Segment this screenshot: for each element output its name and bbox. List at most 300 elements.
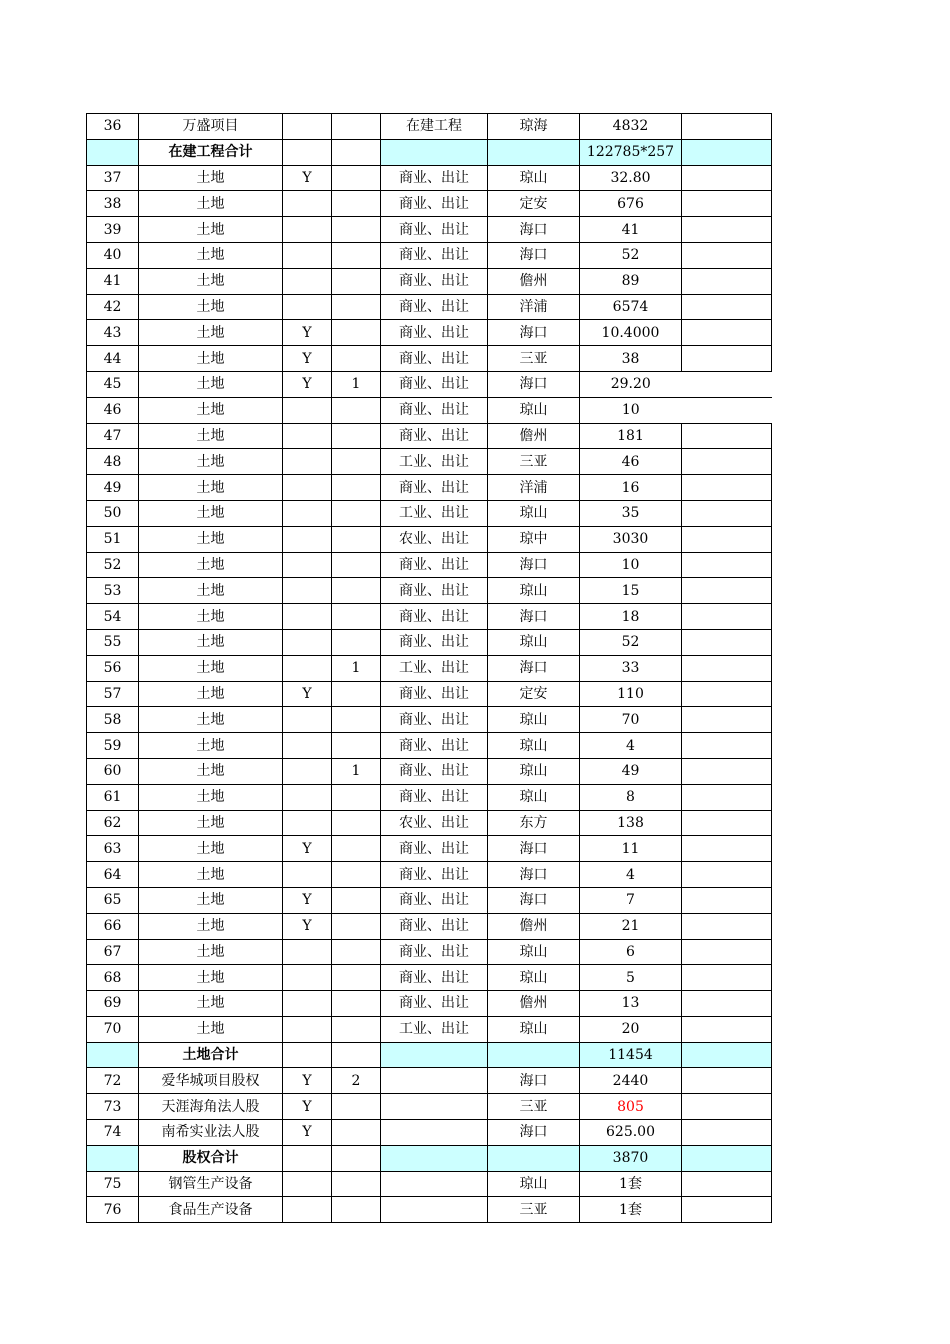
location-cell: 三亚 — [488, 1197, 580, 1223]
location-cell: 海口 — [488, 887, 580, 913]
value-cell: 4 — [580, 733, 682, 759]
table-row — [87, 784, 772, 810]
table-row — [87, 449, 772, 475]
value-cell: 21 — [580, 913, 682, 939]
flag-y-cell: Y — [283, 887, 332, 913]
location-cell: 琼山 — [488, 629, 580, 655]
row-number-cell: 46 — [87, 397, 139, 423]
row-number-cell: 60 — [87, 758, 139, 784]
count-cell — [332, 268, 381, 294]
usage-cell: 商业、出让 — [381, 191, 488, 217]
flag-y-cell: Y — [283, 165, 332, 191]
subtotal-row — [87, 1042, 772, 1068]
count-cell — [332, 991, 381, 1017]
count-cell — [332, 784, 381, 810]
row-number-cell: 72 — [87, 1068, 139, 1094]
count-cell: 2 — [332, 1068, 381, 1094]
blank-cell — [682, 913, 772, 939]
count-cell — [332, 836, 381, 862]
row-number-cell: 70 — [87, 1016, 139, 1042]
count-cell: 1 — [332, 655, 381, 681]
usage-cell: 商业、出让 — [381, 346, 488, 372]
blank-cell — [682, 552, 772, 578]
value-cell: 10.4000 — [580, 320, 682, 346]
value-cell: 805 — [580, 1094, 682, 1120]
blank-cell — [682, 1197, 772, 1223]
asset-name-cell: 土地 — [139, 965, 283, 991]
value-cell: 89 — [580, 268, 682, 294]
blank-cell — [682, 268, 772, 294]
row-number-cell: 56 — [87, 655, 139, 681]
row-number-cell: 50 — [87, 500, 139, 526]
count-cell — [332, 165, 381, 191]
table-row — [87, 1171, 772, 1197]
count-cell — [332, 552, 381, 578]
value-cell: 2440 — [580, 1068, 682, 1094]
subtotal-label-cell: 土地合计 — [139, 1042, 283, 1068]
asset-name-cell: 土地 — [139, 268, 283, 294]
blank-cell — [682, 991, 772, 1017]
row-number-cell: 55 — [87, 629, 139, 655]
value-cell: 181 — [580, 423, 682, 449]
count-cell — [332, 500, 381, 526]
location-cell: 琼海 — [488, 114, 580, 140]
flag-y-cell — [283, 191, 332, 217]
value-cell: 6574 — [580, 294, 682, 320]
asset-name-cell: 食品生产设备 — [139, 1197, 283, 1223]
count-cell: 1 — [332, 371, 381, 397]
table-row — [87, 1016, 772, 1042]
count-cell — [332, 1016, 381, 1042]
asset-name-cell: 南希实业法人股 — [139, 1120, 283, 1146]
asset-name-cell: 土地 — [139, 165, 283, 191]
row-number-cell: 54 — [87, 604, 139, 630]
asset-name-cell: 土地 — [139, 810, 283, 836]
flag-y-cell: Y — [283, 1120, 332, 1146]
value-cell: 15 — [580, 578, 682, 604]
asset-name-cell: 土地 — [139, 552, 283, 578]
table-row — [87, 810, 772, 836]
blank-cell — [682, 707, 772, 733]
asset-name-cell: 万盛项目 — [139, 114, 283, 140]
value-cell: 35 — [580, 500, 682, 526]
asset-name-cell: 土地 — [139, 449, 283, 475]
value-cell: 20 — [580, 1016, 682, 1042]
location-cell: 琼山 — [488, 965, 580, 991]
count-cell — [332, 939, 381, 965]
flag-y-cell — [283, 552, 332, 578]
usage-cell: 商业、出让 — [381, 268, 488, 294]
usage-cell: 商业、出让 — [381, 707, 488, 733]
blank-cell — [682, 294, 772, 320]
blank-cell — [682, 784, 772, 810]
location-cell: 海口 — [488, 836, 580, 862]
flag-y-cell — [283, 449, 332, 475]
blank-cell — [682, 526, 772, 552]
count-cell — [332, 346, 381, 372]
flag-y-cell — [283, 629, 332, 655]
flag-y-cell — [283, 114, 332, 140]
blank-cell — [682, 114, 772, 140]
asset-name-cell: 土地 — [139, 1016, 283, 1042]
location-cell: 琼山 — [488, 165, 580, 191]
row-number-cell: 36 — [87, 114, 139, 140]
asset-name-cell: 土地 — [139, 242, 283, 268]
row-number-cell: 39 — [87, 217, 139, 243]
value-cell: 33 — [580, 655, 682, 681]
row-number-cell: 45 — [87, 371, 139, 397]
value-cell: 625.00 — [580, 1120, 682, 1146]
row-number-cell: 47 — [87, 423, 139, 449]
asset-name-cell: 土地 — [139, 526, 283, 552]
subtotal-blank-cell — [283, 1145, 332, 1171]
subtotal-blank-cell — [87, 139, 139, 165]
subtotal-blank-cell — [87, 1145, 139, 1171]
asset-name-cell: 土地 — [139, 784, 283, 810]
usage-cell: 商业、出让 — [381, 320, 488, 346]
value-cell: 10 — [580, 552, 682, 578]
location-cell: 琼山 — [488, 707, 580, 733]
blank-cell — [682, 191, 772, 217]
value-cell: 46 — [580, 449, 682, 475]
count-cell — [332, 1171, 381, 1197]
asset-name-cell: 土地 — [139, 217, 283, 243]
asset-name-cell: 土地 — [139, 862, 283, 888]
subtotal-value-cell: 122785*257 — [580, 139, 682, 165]
row-number-cell: 44 — [87, 346, 139, 372]
flag-y-cell — [283, 965, 332, 991]
table-row — [87, 1120, 772, 1146]
value-cell: 1套 — [580, 1197, 682, 1223]
table-row — [87, 604, 772, 630]
value-cell: 32.80 — [580, 165, 682, 191]
table-row — [87, 371, 772, 397]
table-row — [87, 913, 772, 939]
subtotal-blank-cell — [488, 139, 580, 165]
row-number-cell: 48 — [87, 449, 139, 475]
row-number-cell: 52 — [87, 552, 139, 578]
flag-y-cell: Y — [283, 346, 332, 372]
row-number-cell: 66 — [87, 913, 139, 939]
row-number-cell: 42 — [87, 294, 139, 320]
subtotal-blank-cell — [682, 1042, 772, 1068]
asset-name-cell: 土地 — [139, 913, 283, 939]
count-cell — [332, 114, 381, 140]
usage-cell: 商业、出让 — [381, 681, 488, 707]
count-cell — [332, 1094, 381, 1120]
location-cell: 琼山 — [488, 1171, 580, 1197]
usage-cell: 在建工程 — [381, 114, 488, 140]
flag-y-cell — [283, 758, 332, 784]
location-cell: 儋州 — [488, 913, 580, 939]
table-row — [87, 991, 772, 1017]
usage-cell: 农业、出让 — [381, 810, 488, 836]
blank-cell — [682, 862, 772, 888]
table-row — [87, 887, 772, 913]
usage-cell: 农业、出让 — [381, 526, 488, 552]
count-cell — [332, 217, 381, 243]
asset-name-cell: 土地 — [139, 371, 283, 397]
flag-y-cell — [283, 1197, 332, 1223]
blank-cell — [682, 758, 772, 784]
location-cell: 琼山 — [488, 397, 580, 423]
location-cell: 琼山 — [488, 578, 580, 604]
blank-cell — [682, 165, 772, 191]
location-cell: 洋浦 — [488, 475, 580, 501]
location-cell: 海口 — [488, 1120, 580, 1146]
asset-table — [86, 113, 772, 1223]
blank-cell — [682, 475, 772, 501]
usage-cell: 商业、出让 — [381, 629, 488, 655]
table-row — [87, 965, 772, 991]
blank-cell — [682, 965, 772, 991]
usage-cell: 商业、出让 — [381, 217, 488, 243]
value-cell: 7 — [580, 887, 682, 913]
flag-y-cell — [283, 578, 332, 604]
flag-y-cell — [283, 294, 332, 320]
count-cell — [332, 242, 381, 268]
blank-cell — [682, 629, 772, 655]
asset-name-cell: 土地 — [139, 397, 283, 423]
count-cell — [332, 475, 381, 501]
value-cell: 13 — [580, 991, 682, 1017]
value-cell: 16 — [580, 475, 682, 501]
count-cell — [332, 526, 381, 552]
asset-name-cell: 土地 — [139, 629, 283, 655]
table-row — [87, 423, 772, 449]
location-cell: 海口 — [488, 862, 580, 888]
blank-cell — [682, 810, 772, 836]
table-row — [87, 500, 772, 526]
location-cell: 海口 — [488, 604, 580, 630]
blank-cell — [682, 449, 772, 475]
flag-y-cell — [283, 397, 332, 423]
blank-cell — [682, 500, 772, 526]
table-row — [87, 242, 772, 268]
location-cell: 儋州 — [488, 423, 580, 449]
count-cell — [332, 681, 381, 707]
count-cell — [332, 629, 381, 655]
subtotal-row — [87, 1145, 772, 1171]
location-cell: 三亚 — [488, 1094, 580, 1120]
count-cell — [332, 1197, 381, 1223]
value-cell: 29.20 — [580, 371, 682, 397]
usage-cell: 商业、出让 — [381, 887, 488, 913]
table-row — [87, 578, 772, 604]
table-row — [87, 1068, 772, 1094]
flag-y-cell — [283, 475, 332, 501]
subtotal-blank-cell — [87, 1042, 139, 1068]
row-number-cell: 53 — [87, 578, 139, 604]
location-cell: 琼山 — [488, 758, 580, 784]
asset-name-cell: 天涯海角法人股 — [139, 1094, 283, 1120]
table-row — [87, 1094, 772, 1120]
row-number-cell: 67 — [87, 939, 139, 965]
asset-name-cell: 土地 — [139, 578, 283, 604]
value-cell: 6 — [580, 939, 682, 965]
blank-cell — [682, 604, 772, 630]
asset-name-cell: 土地 — [139, 655, 283, 681]
count-cell: 1 — [332, 758, 381, 784]
flag-y-cell — [283, 862, 332, 888]
asset-name-cell: 土地 — [139, 500, 283, 526]
usage-cell: 商业、出让 — [381, 165, 488, 191]
flag-y-cell — [283, 604, 332, 630]
row-number-cell: 74 — [87, 1120, 139, 1146]
blank-cell — [682, 242, 772, 268]
table-row — [87, 862, 772, 888]
asset-name-cell: 土地 — [139, 991, 283, 1017]
blank-cell — [682, 397, 772, 423]
count-cell — [332, 578, 381, 604]
count-cell — [332, 810, 381, 836]
asset-table-body — [87, 114, 772, 1223]
flag-y-cell — [283, 810, 332, 836]
location-cell: 琼山 — [488, 500, 580, 526]
flag-y-cell — [283, 526, 332, 552]
subtotal-value-cell: 3870 — [580, 1145, 682, 1171]
flag-y-cell — [283, 939, 332, 965]
count-cell — [332, 862, 381, 888]
value-cell: 38 — [580, 346, 682, 372]
flag-y-cell — [283, 217, 332, 243]
blank-cell — [682, 1120, 772, 1146]
table-row — [87, 397, 772, 423]
row-number-cell: 63 — [87, 836, 139, 862]
blank-cell — [682, 217, 772, 243]
asset-name-cell: 土地 — [139, 346, 283, 372]
asset-name-cell: 土地 — [139, 887, 283, 913]
table-row — [87, 655, 772, 681]
usage-cell — [381, 1171, 488, 1197]
table-row — [87, 114, 772, 140]
location-cell: 儋州 — [488, 268, 580, 294]
location-cell: 三亚 — [488, 449, 580, 475]
count-cell — [332, 320, 381, 346]
location-cell: 海口 — [488, 242, 580, 268]
row-number-cell: 41 — [87, 268, 139, 294]
asset-name-cell: 土地 — [139, 604, 283, 630]
subtotal-label-cell: 在建工程合计 — [139, 139, 283, 165]
flag-y-cell: Y — [283, 320, 332, 346]
value-cell: 1套 — [580, 1171, 682, 1197]
table-row — [87, 552, 772, 578]
blank-cell — [682, 1068, 772, 1094]
usage-cell: 工业、出让 — [381, 449, 488, 475]
usage-cell: 工业、出让 — [381, 655, 488, 681]
flag-y-cell: Y — [283, 836, 332, 862]
row-number-cell: 73 — [87, 1094, 139, 1120]
flag-y-cell — [283, 707, 332, 733]
table-row — [87, 1197, 772, 1223]
usage-cell: 商业、出让 — [381, 371, 488, 397]
usage-cell: 商业、出让 — [381, 862, 488, 888]
count-cell — [332, 449, 381, 475]
row-number-cell: 64 — [87, 862, 139, 888]
usage-cell: 商业、出让 — [381, 913, 488, 939]
value-cell: 138 — [580, 810, 682, 836]
table-row — [87, 733, 772, 759]
asset-name-cell: 土地 — [139, 681, 283, 707]
count-cell — [332, 294, 381, 320]
subtotal-blank-cell — [682, 1145, 772, 1171]
flag-y-cell — [283, 1171, 332, 1197]
subtotal-blank-cell — [332, 1042, 381, 1068]
row-number-cell: 58 — [87, 707, 139, 733]
blank-cell — [682, 939, 772, 965]
asset-name-cell: 土地 — [139, 836, 283, 862]
count-cell — [332, 1120, 381, 1146]
subtotal-blank-cell — [682, 139, 772, 165]
location-cell: 儋州 — [488, 991, 580, 1017]
flag-y-cell — [283, 423, 332, 449]
usage-cell — [381, 1197, 488, 1223]
asset-name-cell: 土地 — [139, 320, 283, 346]
subtotal-blank-cell — [488, 1145, 580, 1171]
value-cell: 70 — [580, 707, 682, 733]
table-row — [87, 475, 772, 501]
table-row — [87, 681, 772, 707]
location-cell: 琼山 — [488, 733, 580, 759]
row-number-cell: 61 — [87, 784, 139, 810]
subtotal-blank-cell — [332, 139, 381, 165]
location-cell: 琼山 — [488, 939, 580, 965]
table-row — [87, 526, 772, 552]
blank-cell — [682, 1016, 772, 1042]
flag-y-cell: Y — [283, 681, 332, 707]
asset-name-cell: 土地 — [139, 733, 283, 759]
location-cell: 海口 — [488, 320, 580, 346]
location-cell: 海口 — [488, 217, 580, 243]
table-row — [87, 707, 772, 733]
usage-cell: 商业、出让 — [381, 733, 488, 759]
blank-cell — [682, 733, 772, 759]
subtotal-value-cell: 11454 — [580, 1042, 682, 1068]
table-row — [87, 320, 772, 346]
flag-y-cell — [283, 242, 332, 268]
blank-cell — [682, 836, 772, 862]
value-cell: 8 — [580, 784, 682, 810]
usage-cell: 商业、出让 — [381, 784, 488, 810]
value-cell: 4 — [580, 862, 682, 888]
count-cell — [332, 913, 381, 939]
row-number-cell: 38 — [87, 191, 139, 217]
usage-cell: 工业、出让 — [381, 1016, 488, 1042]
usage-cell: 商业、出让 — [381, 475, 488, 501]
flag-y-cell: Y — [283, 913, 332, 939]
asset-name-cell: 土地 — [139, 294, 283, 320]
value-cell: 3030 — [580, 526, 682, 552]
usage-cell: 商业、出让 — [381, 939, 488, 965]
location-cell: 三亚 — [488, 346, 580, 372]
subtotal-blank-cell — [283, 139, 332, 165]
row-number-cell: 37 — [87, 165, 139, 191]
row-number-cell: 57 — [87, 681, 139, 707]
value-cell: 10 — [580, 397, 682, 423]
table-row — [87, 165, 772, 191]
count-cell — [332, 397, 381, 423]
usage-cell: 商业、出让 — [381, 242, 488, 268]
location-cell: 琼山 — [488, 784, 580, 810]
subtotal-blank-cell — [283, 1042, 332, 1068]
location-cell: 洋浦 — [488, 294, 580, 320]
asset-name-cell: 钢管生产设备 — [139, 1171, 283, 1197]
blank-cell — [682, 655, 772, 681]
subtotal-row — [87, 139, 772, 165]
usage-cell: 商业、出让 — [381, 836, 488, 862]
asset-name-cell: 土地 — [139, 423, 283, 449]
count-cell — [332, 604, 381, 630]
